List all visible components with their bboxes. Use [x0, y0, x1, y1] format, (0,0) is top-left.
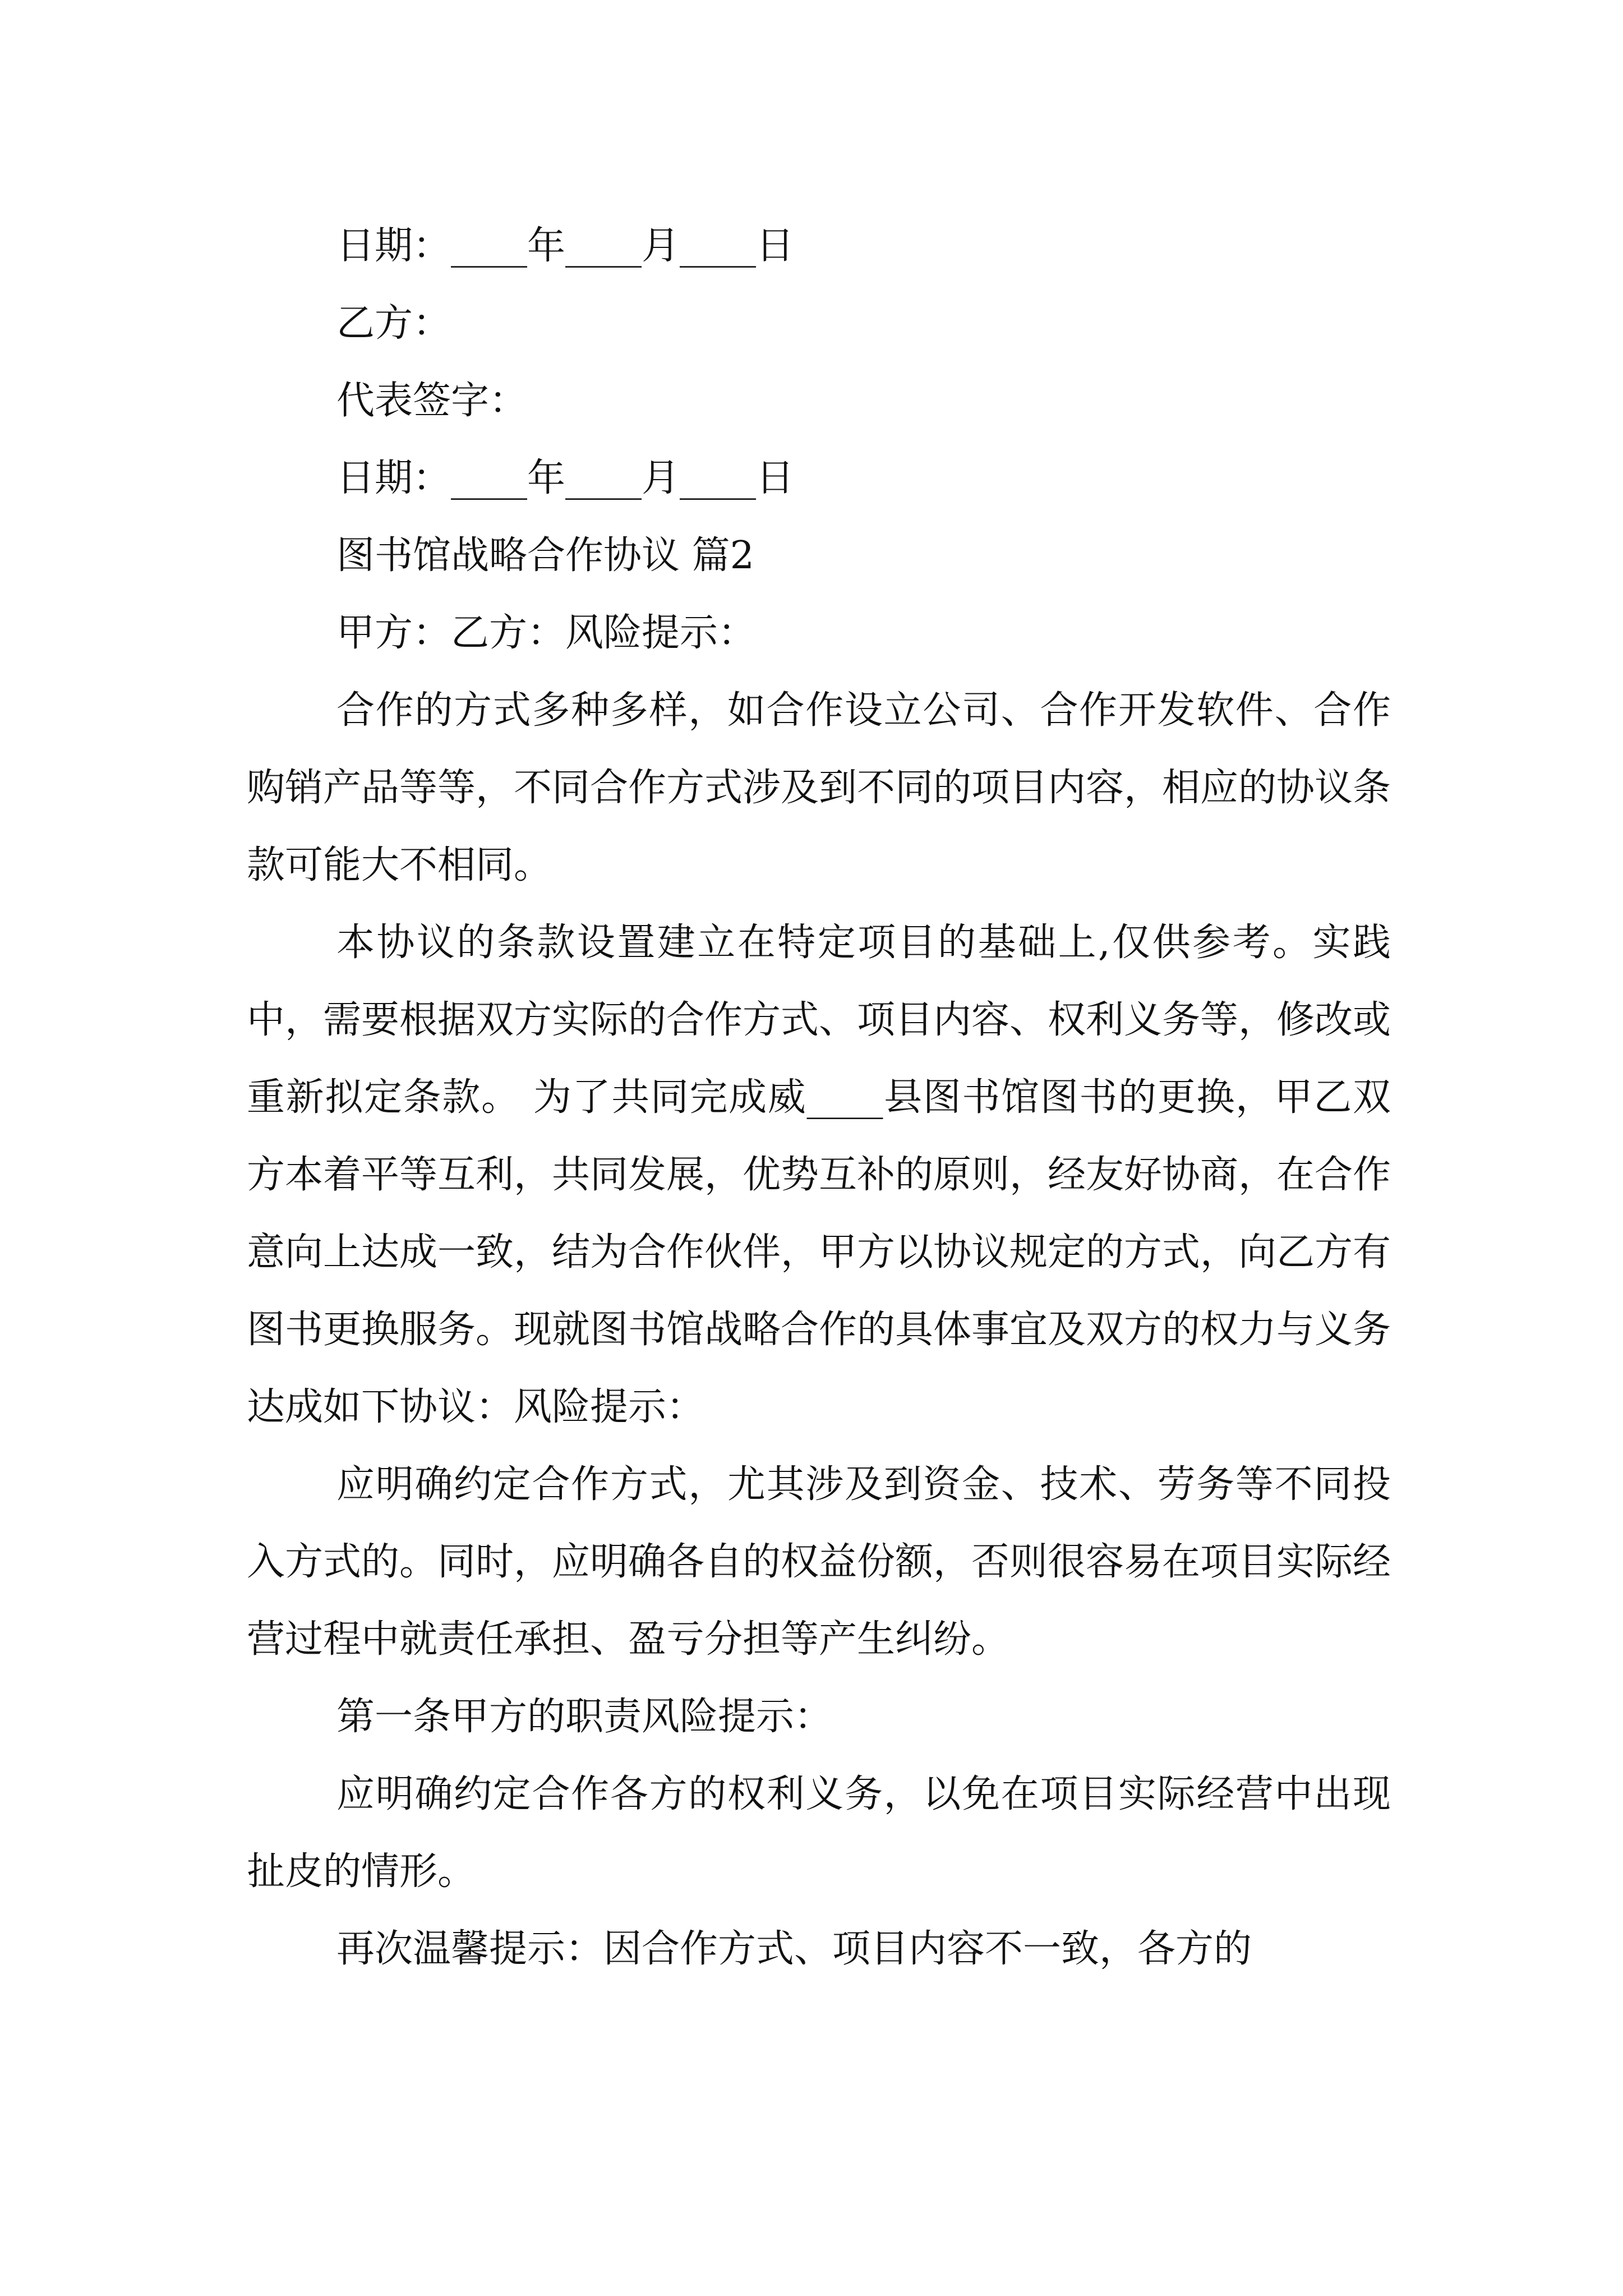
paragraph-reminder: 再次温馨提示：因合作方式、项目内容不一致，各方的 — [336, 1927, 1252, 1971]
paragraph-cooperation-methods: 合作的方式多种多样，如合作设立公司、合作开发软件、合作购销产品等等，不同合作方式涉及到不同的项目内容，相应的协议条款可能大不相同。 — [247, 688, 1391, 887]
representative-signature-label: 代表签字： — [336, 379, 528, 423]
paragraph-agreement-basis: 本协议的条款设置建立在特定项目的基础上,仅供参考。实践中，需要根据双方实际的合作方式、项目内容、权利义务等，修改或重新拟定条款。 为了共同完成威____县图书馆图书的更换，甲乙双方本着平等互利，共同发展，优势互补的原则，经友好协商，在合作意向上达成一致，结为合作伙伴，甲方以协议规定的方式，向乙方有图书更换服务。现就图书馆战略合作的具体事宜及双方的权力与义务达成如下协议：风险提示： — [247, 921, 1391, 1429]
article-one-heading: 第一条甲方的职责风险提示： — [336, 1695, 833, 1739]
date-line-party-b: 日期：____年____月____日 — [336, 456, 795, 500]
section-title: 图书馆战略合作协议 篇2 — [336, 533, 754, 578]
document-body — [247, 208, 1391, 1988]
paragraph-rights-obligations: 应明确约定合作各方的权利义务，以免在项目实际经营中出现扯皮的情形。 — [247, 1772, 1391, 1894]
date-line-party-a: 日期：____年____月____日 — [336, 224, 795, 268]
paragraph-cooperation-clarity: 应明确约定合作方式，尤其涉及到资金、技术、劳务等不同投入方式的。同时，应明确各自的权益份额，否则很容易在项目实际经营过程中就责任承担、盈亏分担等产生纠纷。 — [247, 1462, 1391, 1662]
party-b-label: 乙方： — [336, 301, 451, 346]
parties-risk-heading: 甲方：乙方：风险提示： — [336, 611, 757, 655]
